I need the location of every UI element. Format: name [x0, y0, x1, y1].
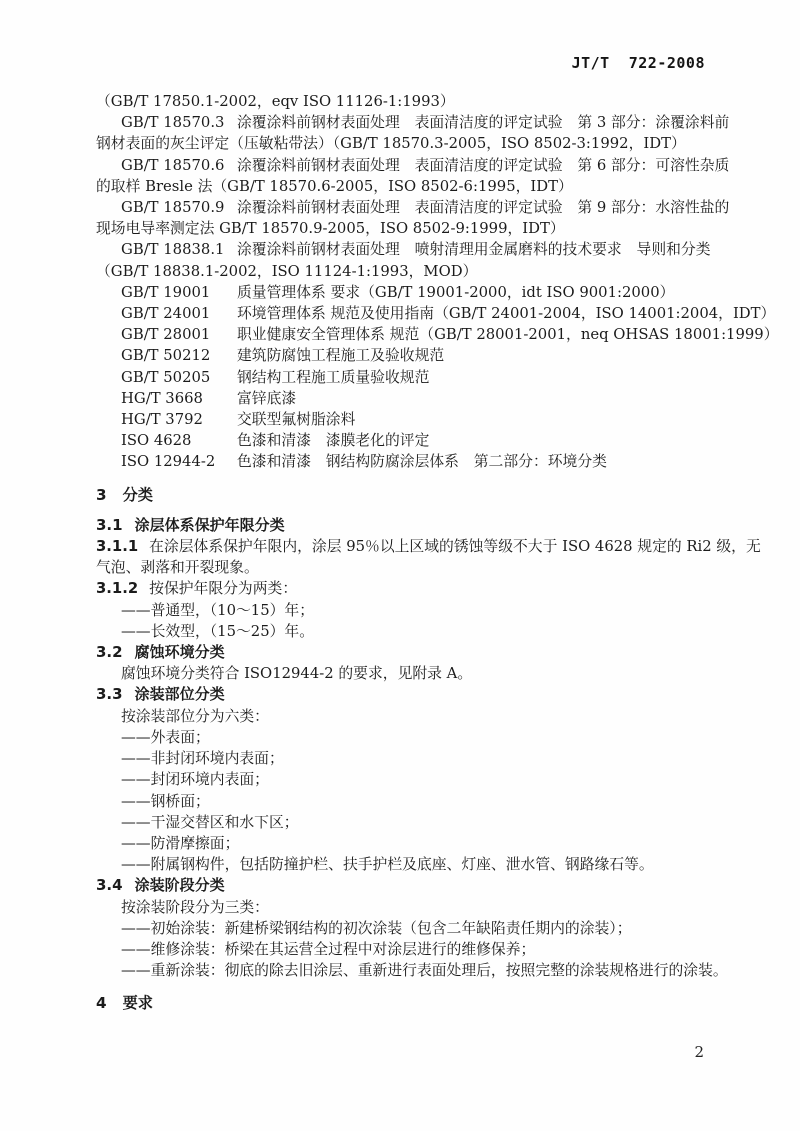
- text-line: ——防滑摩擦面；: [121, 834, 240, 852]
- text-line: 的取样 Bresle 法（GB/T 18570.6-2005，ISO 8502-6:1995，IDT）: [96, 177, 573, 195]
- text-line: ——长效型，（15～25）年。: [121, 622, 315, 640]
- reference-title: 职业健康安全管理体系 规范（GB/T 28001-2001，neq OHSAS 18001:1999）: [237, 326, 779, 344]
- reference-title: 富锌底漆: [237, 389, 297, 407]
- clause-number: 3.1.2: [96, 580, 139, 598]
- reference-title: 涂覆涂料前钢材表面处理 表面清洁度的评定试验 第 6 部分：可溶性杂质: [237, 156, 730, 174]
- subsection-heading: [96, 875, 708, 896]
- clause-line: [96, 578, 708, 599]
- text-line: （GB/T 17850.1-2002，eqv ISO 11126-1:1993）: [96, 93, 455, 110]
- clause-text: 涂装阶段分类: [134, 876, 225, 895]
- clause-text: 涂层体系保护年限分类: [134, 515, 285, 534]
- clause-number: 3.4: [96, 876, 123, 895]
- reference-title: 环境管理体系 规范及使用指南（GB/T 24001-2004，ISO 14001:2004，IDT）: [237, 305, 776, 323]
- reference-code: GB/T 18570.6: [121, 156, 225, 174]
- document-body: [96, 91, 779, 1024]
- subsection-heading: [96, 515, 708, 536]
- text-line: ——非封闭环境内表面；: [121, 750, 284, 768]
- reference-code: GB/T 18570.9: [121, 199, 225, 217]
- reference-title: 钢结构工程施工质量验收规范: [237, 368, 430, 386]
- subsection-heading: [96, 642, 708, 663]
- text-line: 腐蚀环境分类符合 ISO12944-2 的要求，见附录 A。: [121, 665, 473, 683]
- clause-text: 涂装部位分类: [134, 685, 225, 704]
- reference-entry: [96, 303, 776, 324]
- clause-text: 按保护年限分为两类：: [149, 580, 298, 598]
- reference-entry: [96, 451, 708, 472]
- clause-number: 3.2: [96, 643, 123, 662]
- section-heading: [96, 993, 708, 1014]
- reference-code: HG/T 3792: [121, 411, 203, 429]
- clause-text: 腐蚀环境分类: [134, 643, 225, 662]
- running-header-standard-code: JT/T 722-2008: [571, 54, 705, 72]
- reference-code: GB/T 18838.1: [121, 241, 225, 259]
- reference-title: 涂覆涂料前钢材表面处理 表面清洁度的评定试验 第 9 部分：水溶性盐的: [237, 199, 730, 217]
- reference-entry: [96, 324, 779, 345]
- reference-code: ISO 12944-2: [121, 453, 216, 471]
- reference-entry: [96, 409, 708, 430]
- text-line: 气泡、剥落和开裂现象。: [96, 559, 259, 577]
- reference-title: 交联型氟树脂涂料: [237, 411, 356, 429]
- section-heading: [96, 485, 708, 506]
- clause-text: 分类: [122, 485, 153, 504]
- reference-title: 质量管理体系 要求（GB/T 19001-2000，idt ISO 9001:2000）: [237, 283, 675, 301]
- text-line: （GB/T 18838.1-2002，ISO 11124-1:1993，MOD）: [96, 262, 478, 280]
- clause-number: 3.1: [96, 515, 123, 534]
- reference-code: GB/T 28001: [121, 326, 211, 344]
- text-line: 按涂装阶段分为三类：: [121, 898, 269, 916]
- reference-title: 色漆和清漆 钢结构防腐涂层体系 第二部分：环境分类: [237, 453, 607, 471]
- text-line: ——外表面；: [121, 728, 210, 746]
- page-number: 2: [694, 1043, 704, 1061]
- reference-title: 涂覆涂料前钢材表面处理 喷射清理用金属磨料的技术要求 导则和分类: [237, 241, 711, 259]
- reference-entry: [96, 155, 730, 176]
- reference-entry: [96, 282, 708, 303]
- clause-number: 3.1.1: [96, 538, 139, 556]
- reference-entry: [96, 345, 708, 366]
- reference-code: GB/T 50205: [121, 368, 211, 386]
- reference-code: GB/T 19001: [121, 283, 211, 301]
- text-line: ——初始涂装：新建桥梁钢结构的初次涂装（包含二年缺陷责任期内的涂装）；: [121, 919, 632, 937]
- clause-number: 4: [96, 994, 107, 1013]
- reference-code: GB/T 18570.3: [121, 114, 225, 132]
- reference-code: ISO 4628: [121, 432, 192, 450]
- text-line: 钢材表面的灰尘评定（压敏粘带法）（GB/T 18570.3-2005，ISO 8502-3:1992，IDT）: [96, 135, 686, 153]
- clause-text: 在涂层体系保护年限内，涂层 95％以上区域的锈蚀等级不大于 ISO 4628 规定的 Ri2 级，无: [149, 538, 761, 556]
- text-line: ——封闭环境内表面；: [121, 771, 269, 789]
- reference-entry: [96, 388, 708, 409]
- reference-entry: [96, 112, 730, 133]
- clause-number: 3.3: [96, 685, 123, 704]
- subsection-heading: [96, 684, 708, 705]
- text-line: 现场电导率测定法 GB/T 18570.9-2005，ISO 8502-9:1999，IDT）: [96, 220, 565, 238]
- reference-entry: [96, 430, 708, 451]
- reference-entry: [96, 197, 730, 218]
- text-line: ——重新涂装：彻底的除去旧涂层、重新进行表面处理后，按照完整的涂装规格进行的涂装。: [121, 962, 728, 980]
- reference-entry: [96, 367, 708, 388]
- reference-title: 色漆和清漆 漆膜老化的评定: [237, 432, 430, 450]
- reference-code: HG/T 3668: [121, 389, 203, 407]
- text-line: 按涂装部位分为六类：: [121, 707, 269, 725]
- clause-line: [96, 536, 761, 557]
- clause-number: 3: [96, 485, 107, 504]
- text-line: ——附属钢构件，包括防撞护栏、扶手护栏及底座、灯座、泄水管、钢路缘石等。: [121, 856, 654, 874]
- text-line: ——普通型，（10～15）年；: [121, 601, 315, 619]
- reference-code: GB/T 24001: [121, 305, 211, 323]
- reference-code: GB/T 50212: [121, 347, 211, 365]
- reference-title: 涂覆涂料前钢材表面处理 表面清洁度的评定试验 第 3 部分：涂覆涂料前: [237, 114, 730, 132]
- reference-title: 建筑防腐蚀工程施工及验收规范: [237, 347, 445, 365]
- clause-text: 要求: [122, 994, 153, 1013]
- text-line: ——干湿交替区和水下区；: [121, 813, 299, 831]
- reference-entry: [96, 239, 711, 260]
- text-line: ——钢桥面；: [121, 792, 210, 810]
- text-line: ——维修涂装：桥梁在其运营全过程中对涂层进行的维修保养；: [121, 940, 536, 958]
